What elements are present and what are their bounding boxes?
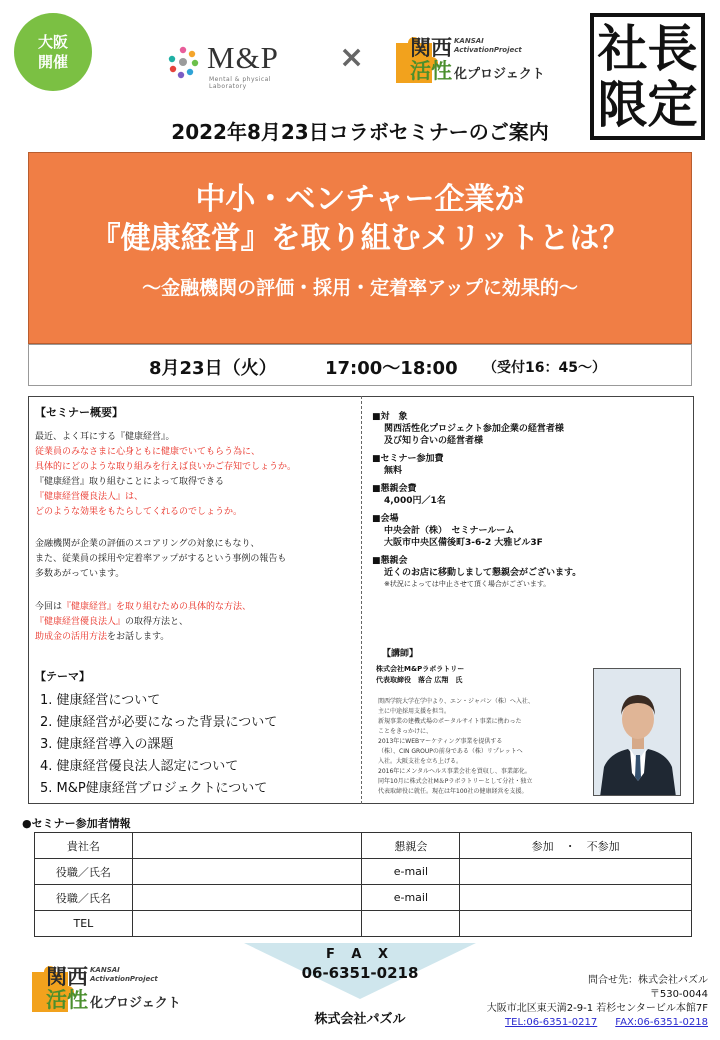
kansai-logo-project: 化プロジェクト [90,996,181,1011]
contact-company: 問合せ先：株式会社パズル [588,975,708,986]
bio-line: 2016年にメンタルヘルス事業会社を買収し、事業部化。 [378,768,531,775]
mp-logo-subtitle: Mental & physical Laboratory [209,76,271,90]
role-name-input[interactable] [132,885,362,911]
lecturer-affiliation [376,664,464,686]
overview-text: をお話します。 [107,632,170,642]
main-title-line-2: 『健康経営』を取り組むメリットとは？ [90,221,630,256]
role-name-label: 役職／氏名 [35,885,133,911]
overview-text: 今回は [35,602,63,612]
participant-table [34,832,692,937]
theme-item: 4. 健康経営優良法人認定について [40,759,239,774]
mp-logo-mark-icon [163,42,203,82]
tel-label: TEL [35,911,133,937]
table-row [35,859,692,885]
lecturer-heading: 【講師】 [382,649,419,659]
detail-label: ■対 象 [372,412,408,422]
fax-label: F A X [325,947,395,962]
email-input[interactable] [460,885,692,911]
table-row [35,885,692,911]
lecturer-company: 株式会社M&Pラボラトリー [376,665,465,673]
detail-value: 中央会計（株） セミナールーム [384,526,515,536]
empty-cell [460,911,692,937]
kansai-logo-footer [28,962,204,1018]
collab-cross: × [339,40,365,75]
email-label: e-mail [362,859,460,885]
reception-time: （受付16：45～） [483,360,606,376]
overview-line: 『健康経営』取り組むことによって取得できる [35,477,225,487]
theme-heading: 【テーマ】 [35,670,90,683]
kansai-logo-project: 化プロジェクト [454,67,545,82]
theme-list [40,690,277,800]
overview-line: 具体的にどのような取り組みを行えば良いかご存知でしょうか。 [35,462,297,472]
overview-highlight: 助成金の活用方法 [35,632,108,642]
detail-label: ■会場 [372,514,399,524]
kansai-logo-main-1: 関西 [410,36,452,60]
overview-line: 多数あがっています。 [35,569,125,579]
main-subtitle: ～金融機関の評価・採用・定着率アップに効果的～ [142,277,578,299]
detail-value: 関西活性化プロジェクト参加企業の経営者様 [384,424,564,434]
detail-value: 及び知り合いの経営者様 [384,436,484,446]
kansai-logo-main-2: 活性 [410,59,452,83]
detail-venue [372,513,690,549]
badge-line-2: 開催 [37,53,68,71]
theme-item: 5. M&P健康経営プロジェクトについて [40,781,268,796]
overview-line: 従業員のみなさまに心身ともに健康でいてもらう為に、 [35,447,261,457]
seminar-details [372,411,690,596]
detail-value: 近くのお店に移動しまして懇親会がございます。 [384,568,582,578]
detail-value: 大阪市中央区備後町3-6-2 大雅ビル3F [384,538,543,548]
detail-party-fee [372,483,690,507]
kansai-logo-en-1: KANSAI [454,37,484,45]
mp-logo [163,38,303,88]
seal-char-1: 社 [597,18,648,78]
overview-paragraph-3 [35,600,251,645]
attend-choice[interactable]: 参加 ・ 不参加 [460,833,692,859]
event-time: 17:00～18:00 [325,358,458,379]
bio-line: ことをきっかけに、 [378,728,433,735]
overview-line: 金融機関が企業の評価のスコアリングの対象にもなり、 [35,539,260,549]
contact-fax-link[interactable]: FAX:06-6351-0218 [615,1017,708,1028]
kansai-logo [392,33,568,89]
bio-line: 関西学院大学在学中より、エン・ジャパン（株）へ入社、 [378,698,534,705]
lecturer-photo [593,668,681,796]
bio-line: 主に中途採用支援を担当。 [378,708,451,715]
bio-line: 入社。大阪支社を立ち上げる。 [378,758,463,765]
bio-line: 同年10月に株式会社M＆Pラボラトリーとして分社・独立 [378,778,533,785]
bio-line: 新規事業の建機式場のポータルサイト事業に携わった [378,718,522,725]
overview-text: の取得方法と、 [125,617,189,627]
email-input[interactable] [460,859,692,885]
kansai-logo-main-1: 関西 [46,965,88,989]
overview-line: 『健康経営優良法人』は、 [35,492,144,502]
table-row [35,911,692,937]
theme-item: 3. 健康経営導入の課題 [40,737,174,752]
lecturer-portrait-icon [594,669,681,796]
detail-party [372,555,690,590]
lecturer-bio [378,697,598,797]
kansai-logo-en-2: ActivationProject [454,46,522,54]
lecturer-name: 代表取締役 落合 広翔 氏 [376,676,463,684]
detail-fee [372,453,690,477]
schedule-bar [28,344,692,386]
detail-label: ■懇親会費 [372,484,417,494]
company-label: 貴社名 [35,833,133,859]
main-title-line-1: 中小・ベンチャー企業が [195,182,525,217]
contact-tel-link[interactable]: TEL:06-6351-0217 [505,1017,598,1028]
bio-line: 2013年にWEBマーケティング事業を提供する [378,738,503,745]
seal-char-2: 長 [647,18,698,78]
contact-postal: 〒530-0044 [649,989,708,1000]
party-label: 懇親会 [362,833,460,859]
info-divider [361,396,362,804]
overview-paragraph-1 [35,430,296,520]
osaka-badge [14,13,92,91]
title-banner [28,152,692,344]
bio-line: （株）、CIN GROUPの前身である（株）リプレットへ [378,748,523,755]
theme-item: 1. 健康経営について [40,693,161,708]
kansai-logo-en-2: ActivationProject [90,975,158,983]
bio-line: 代表取締役に就任。現在は年100社の健康経営を支援。 [378,788,528,795]
overview-line: また、従業員の採用や定着率アップがするという事例の報告も [35,554,287,564]
detail-note: ※状況によっては中止させて頂く場合がございます。 [384,580,551,588]
role-name-label: 役職／氏名 [35,859,133,885]
role-name-input[interactable] [132,859,362,885]
badge-line-1: 大阪 [37,33,68,51]
overview-heading: 【セミナー概要】 [35,406,123,419]
participant-info-heading: ●セミナー参加者情報 [22,817,131,830]
contact-info [487,974,708,1030]
detail-label: ■懇親会 [372,556,408,566]
fax-company: 株式会社パズル [314,1012,406,1027]
empty-cell [362,911,460,937]
company-input[interactable] [132,833,362,859]
seal-char-3: 限 [597,74,648,134]
seminar-date-title: 2022年8月23日コラボセミナーのご案内 [171,120,549,144]
fax-number: 06-6351-0218 [301,964,419,982]
detail-target [372,411,690,447]
detail-value: 無料 [384,466,403,476]
overview-line: 最近、よく耳にする『健康経営』。 [35,432,175,442]
overview-highlight: 『健康経営優良法人』 [35,617,126,627]
detail-value: 4,000円／1名 [384,496,446,506]
event-date: 8月23日（火） [149,358,277,379]
overview-paragraph-2 [35,537,286,582]
contact-address: 大阪市北区東天満2-9-1 若杉センタービル本館7F [486,1003,708,1014]
seal-char-4: 定 [647,74,698,134]
detail-label: ■セミナー参加費 [372,454,444,464]
tel-input[interactable] [132,911,362,937]
table-row [35,833,692,859]
overview-highlight: 『健康経営』を取り組むための具体的な方法、 [62,602,252,612]
theme-item: 2. 健康経営が必要になった背景について [40,715,278,730]
mp-logo-name: M&P [207,40,279,75]
kansai-logo-en-1: KANSAI [90,966,120,974]
kansai-logo-main-2: 活性 [46,988,88,1012]
overview-line: どのような効果をもたらしてくれるのでしょうか。 [35,507,243,517]
email-label: e-mail [362,885,460,911]
